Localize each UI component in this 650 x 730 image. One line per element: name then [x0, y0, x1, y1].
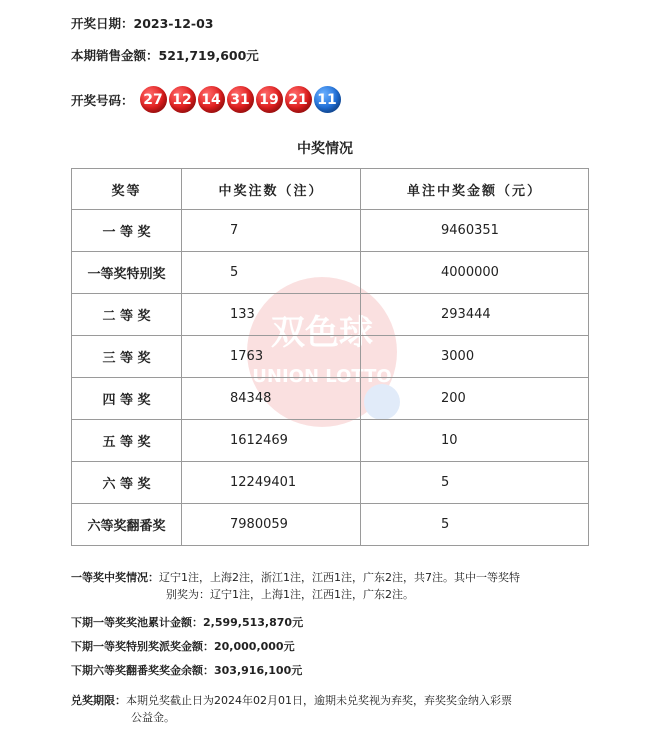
sixth-pool-amount	[71, 662, 302, 679]
header-count: 中奖注数（注）	[182, 169, 361, 210]
table-row	[72, 210, 589, 252]
prize-amount: 3000	[361, 336, 589, 378]
pool-amount	[71, 614, 303, 631]
watermark-title: 双色球	[271, 313, 373, 353]
prize-amount: 9460351	[361, 210, 589, 252]
table-header-row	[72, 169, 589, 210]
prize-count: 1763	[182, 336, 361, 378]
special-pool-amount	[71, 638, 295, 655]
first-prize-info-line2: 别奖为：辽宁1注，上海1注，江西1注，广东2注。	[166, 588, 414, 601]
deadline-line2: 公益金。	[131, 711, 175, 724]
header-amount: 单注中奖金额（元）	[361, 169, 589, 210]
draw-date	[71, 14, 213, 32]
prize-level: 三 等 奖	[72, 336, 182, 378]
prize-amount: 4000000	[361, 252, 589, 294]
table-row	[72, 378, 589, 420]
prize-table	[71, 168, 589, 546]
pool-value: 2,599,513,870元	[203, 616, 304, 629]
redemption-deadline	[71, 692, 591, 726]
table-row	[72, 504, 589, 546]
prize-amount: 200	[361, 378, 589, 420]
prize-count: 133	[182, 294, 361, 336]
prize-count: 7980059	[182, 504, 361, 546]
watermark-sub: UNION LOTTO	[252, 366, 392, 387]
red-ball: 14	[198, 86, 225, 113]
red-ball: 31	[227, 86, 254, 113]
red-ball: 21	[285, 86, 312, 113]
prize-level: 四 等 奖	[72, 378, 182, 420]
prize-count: 7	[182, 210, 361, 252]
prize-amount: 5	[361, 504, 589, 546]
pool-label: 下期一等奖奖池累计金额：	[71, 616, 203, 629]
sales-label: 本期销售金额：	[71, 48, 159, 63]
prize-amount: 5	[361, 462, 589, 504]
table-row	[72, 420, 589, 462]
draw-date-value: 2023-12-03	[133, 16, 214, 31]
table-row	[72, 462, 589, 504]
sales-amount	[71, 46, 259, 64]
prize-count: 5	[182, 252, 361, 294]
prize-amount: 10	[361, 420, 589, 462]
prize-count: 84348	[182, 378, 361, 420]
prize-amount: 293444	[361, 294, 589, 336]
special-pool-label: 下期一等奖特别奖派奖金额：	[71, 640, 214, 653]
first-prize-info	[71, 569, 591, 603]
red-ball: 19	[256, 86, 283, 113]
prize-level: 六 等 奖	[72, 462, 182, 504]
header-level: 奖等	[72, 169, 182, 210]
deadline-line1: 本期兑奖截止日为2024年02月01日，逾期未兑奖视为弃奖，弃奖奖金纳入彩票	[126, 694, 512, 707]
blue-ball: 11	[314, 86, 341, 113]
prize-count: 12249401	[182, 462, 361, 504]
prize-level: 一 等 奖	[72, 210, 182, 252]
first-prize-info-label: 一等奖中奖情况：	[71, 571, 159, 584]
first-prize-info-line1: 辽宁1注，上海2注，浙江1注，江西1注，广东2注，共7注。其中一等奖特	[159, 571, 520, 584]
table-row	[72, 336, 589, 378]
special-pool-value: 20,000,000元	[214, 640, 295, 653]
winning-numbers-label: 开奖号码：	[71, 92, 134, 108]
section-title: 中奖情况	[297, 141, 353, 157]
deadline-label: 兑奖期限：	[71, 694, 126, 707]
red-ball: 12	[169, 86, 196, 113]
red-ball: 27	[140, 86, 167, 113]
prize-level: 二 等 奖	[72, 294, 182, 336]
prize-count: 1612469	[182, 420, 361, 462]
winning-numbers	[71, 86, 343, 113]
prize-level: 六等奖翻番奖	[72, 504, 182, 546]
prize-level: 一等奖特别奖	[72, 252, 182, 294]
sixth-pool-value: 303,916,100元	[214, 664, 303, 677]
draw-date-label: 开奖日期：	[71, 16, 134, 31]
prize-level: 五 等 奖	[72, 420, 182, 462]
table-row	[72, 252, 589, 294]
sales-value: 521,719,600元	[158, 48, 259, 63]
sixth-pool-label: 下期六等奖翻番奖奖金余额：	[71, 664, 214, 677]
table-row	[72, 294, 589, 336]
